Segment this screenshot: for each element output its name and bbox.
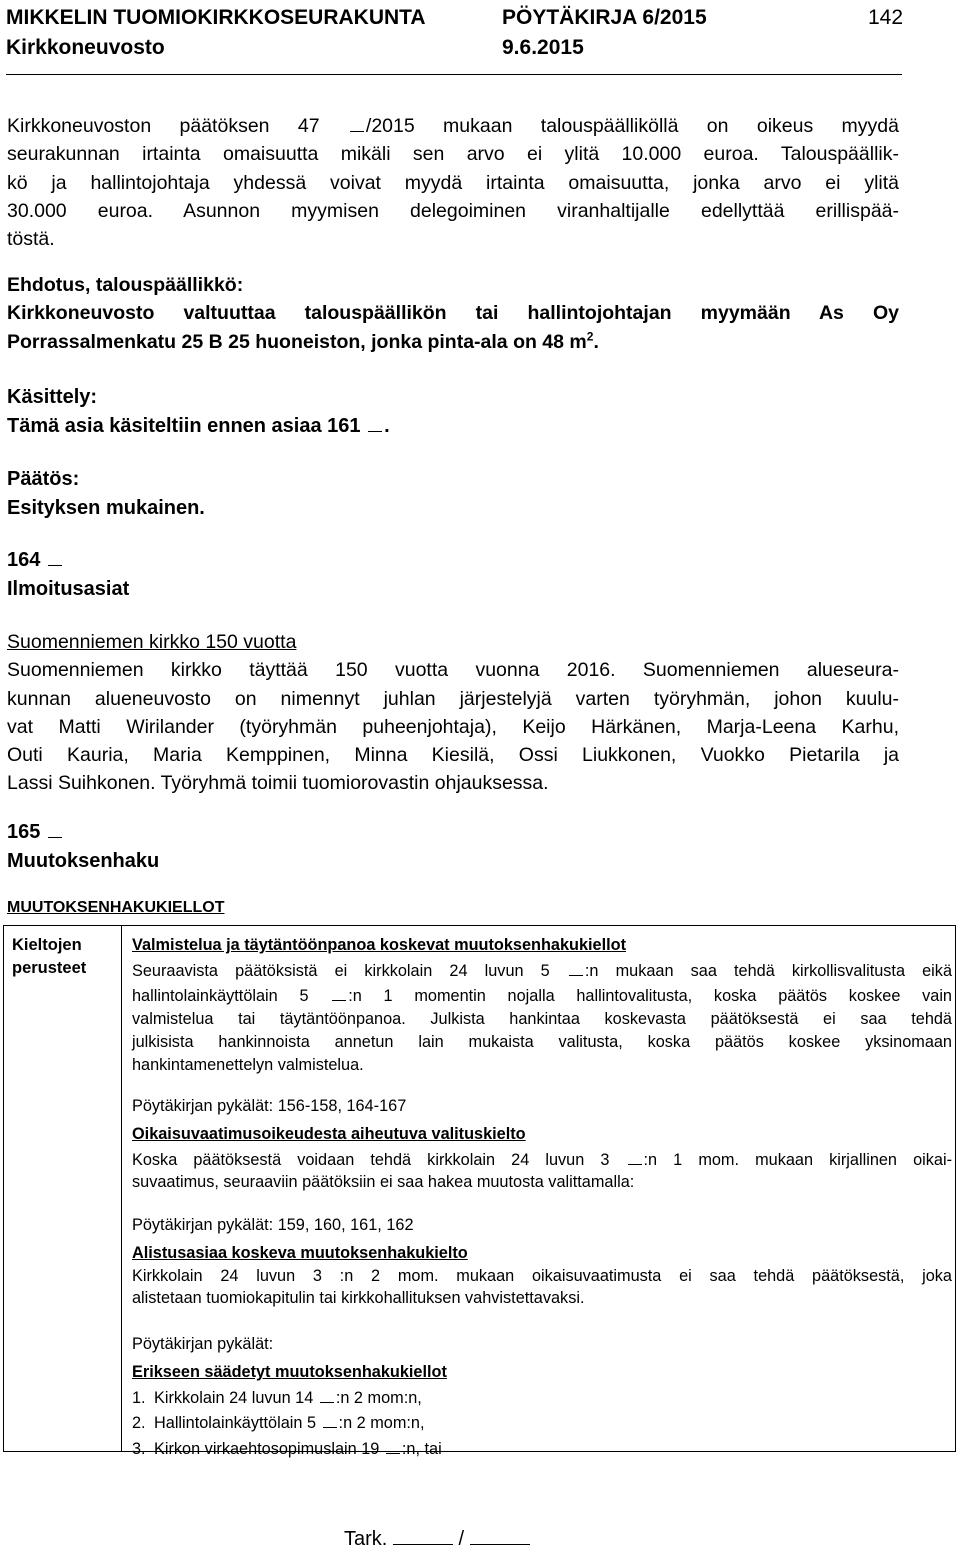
block-separate-restrictions: Erikseen säädetyt muutoksenhakukiellot 1. Kirkkolain 24 luvun 14 :n 2 mom:n, 2. Hallintolainkäyttölain 5 :n 2 mom:n, 3. Kirkon virkaehtosopimuslain 19 :n, tai <box>132 1361 952 1461</box>
section-165-heading: 165 Muutoksenhaku <box>7 821 160 872</box>
meeting-date: 9.6.2015 <box>502 36 584 59</box>
intro-paragraph: Kirkkoneuvoston päätöksen 47 /2015 mukaan talouspäälliköllä on oikeus myydä seurakunnan irtainta omaisuutta mikäli sen arvo ei ylitä 10.000 euroa. Talouspäällik- kö ja hallintojohtaja yhdessä voivat myydä irtainta omaisuutta, jonka arvo ei ylitä 30.000 euroa. Asunnon myymisen delegoiminen viranhaltijalle edellyttää erillispää- töstä. <box>7 115 899 251</box>
block-preparation: Valmistelua ja täytäntöönpanoa koskevat muutoksenhakukiellot Seuraavista päätöksistä ei kirkkolain 24 luvun 5 :n mukaan saa tehdä kirkollisvalitusta eikä hallintolainkäyttölain 5 :n 1 momentin nojalla hallintovalitusta, koska päätös koskee vain valmistelua tai täytäntöönpanoa. Julkista hankintaa koskevasta päätöksestä ei saa tehdä julkisista hankinnoista annetun lain mukaista valitusta, koska päätös koskee yksinomaan hankintamenettelyn valmistelua. <box>132 936 952 1074</box>
document-title: PÖYTÄKIRJA 6/2015 <box>502 6 707 29</box>
handling-text: Tämä asia käsiteltiin ennen asiaa 161 . <box>7 415 390 437</box>
section-symbol-gap <box>350 113 364 132</box>
block-rectification: Oikaisuvaatimusoikeudesta aiheutuva valituskielto Koska päätöksestä voidaan tehdä kirkkolain 24 luvun 3 :n 1 mom. mukaan kirjallinen oikai- suvaatimus, seuraaviin päätöksiin ei saa hakea muutosta valittamalla: <box>132 1125 952 1192</box>
table-column-divider <box>121 926 122 1451</box>
list-item: 3. Kirkon virkaehtosopimuslain 19 :n, tai <box>132 1435 952 1461</box>
proposal-line-1: Kirkkoneuvosto valtuuttaa talouspäällikön tai hallintojohtajan myymään As Oy <box>7 302 899 325</box>
list-item: 2. Hallintolainkäyttölain 5 :n 2 mom:n, <box>132 1409 952 1435</box>
decision-title: Päätös: <box>7 468 80 490</box>
checked-label: Tark. <box>344 1528 388 1550</box>
page-footer: Tark. / <box>344 1524 530 1551</box>
block-subjection: Alistusasiaa koskeva muutoksenhakukielto Kirkkolain 24 luvun 3 :n 2 mom. mukaan oikaisuvaatimusta ei saa tehdä päätöksestä, joka alistetaan tuomiokapitulin tai kirkkohallituksen vahvistettavaksi. <box>132 1244 952 1308</box>
restrictions-heading: MUUTOKSENHAKUKIELLOT <box>7 899 225 916</box>
decision-text: Esityksen mukainen. <box>7 497 205 519</box>
initials-field-2 <box>470 1524 530 1545</box>
list-item: 1. Kirkkolain 24 luvun 14 :n 2 mom:n, <box>132 1384 952 1410</box>
proposal-line-2: Porrassalmenkatu 25 B 25 huoneiston, jonka pinta-ala on 48 $m^2$. <box>7 329 599 353</box>
meeting-body: Kirkkoneuvosto <box>6 36 165 59</box>
table-label: Kieltojen perusteet <box>12 936 87 977</box>
block-preparation-sections: Pöytäkirjan pykälät: 156-158, 164-167 <box>132 1097 407 1115</box>
proposal-title: Ehdotus, talouspäällikkö: <box>7 274 244 296</box>
decision-block <box>7 465 205 523</box>
header-rule <box>6 74 902 75</box>
organization-name: MIKKELIN TUOMIOKIRKKOSEURAKUNTA <box>6 6 426 29</box>
restrictions-table <box>3 925 956 1459</box>
initials-field-1 <box>393 1524 453 1545</box>
handling-title: Käsittely: <box>7 386 98 408</box>
section-164-body: Suomenniemen kirkko 150 vuotta Suomenniemen kirkko täyttää 150 vuotta vuonna 2016. Suomenniemen alueseura- kunnan alueneuvosto on nimennyt juhlan järjestelyjä varten työryhmän, johon kuulu- vat Matti Wirilander (työryhmän puheenjohtaja), Keijo Härkänen, Marja-Leena Karhu, Outi Kauria, Maria Kemppinen, Minna Kiesilä, Ossi Liukkonen, Vuokko Pietarila ja Lassi Suihkonen. Työryhmä toimii tuomiorovastin ohjauksessa. <box>7 628 899 798</box>
block-rectification-sections: Pöytäkirjan pykälät: 159, 160, 161, 162 <box>132 1216 414 1234</box>
page-number: 142 <box>868 6 904 29</box>
section-164-subtitle: Suomenniemen kirkko 150 vuotta <box>7 631 297 653</box>
block-subjection-sections: Pöytäkirjan pykälät: <box>132 1335 274 1353</box>
proposal-block <box>7 271 899 356</box>
handling-block <box>7 383 390 441</box>
section-164-heading: 164 Ilmoitusasiat <box>7 549 130 600</box>
